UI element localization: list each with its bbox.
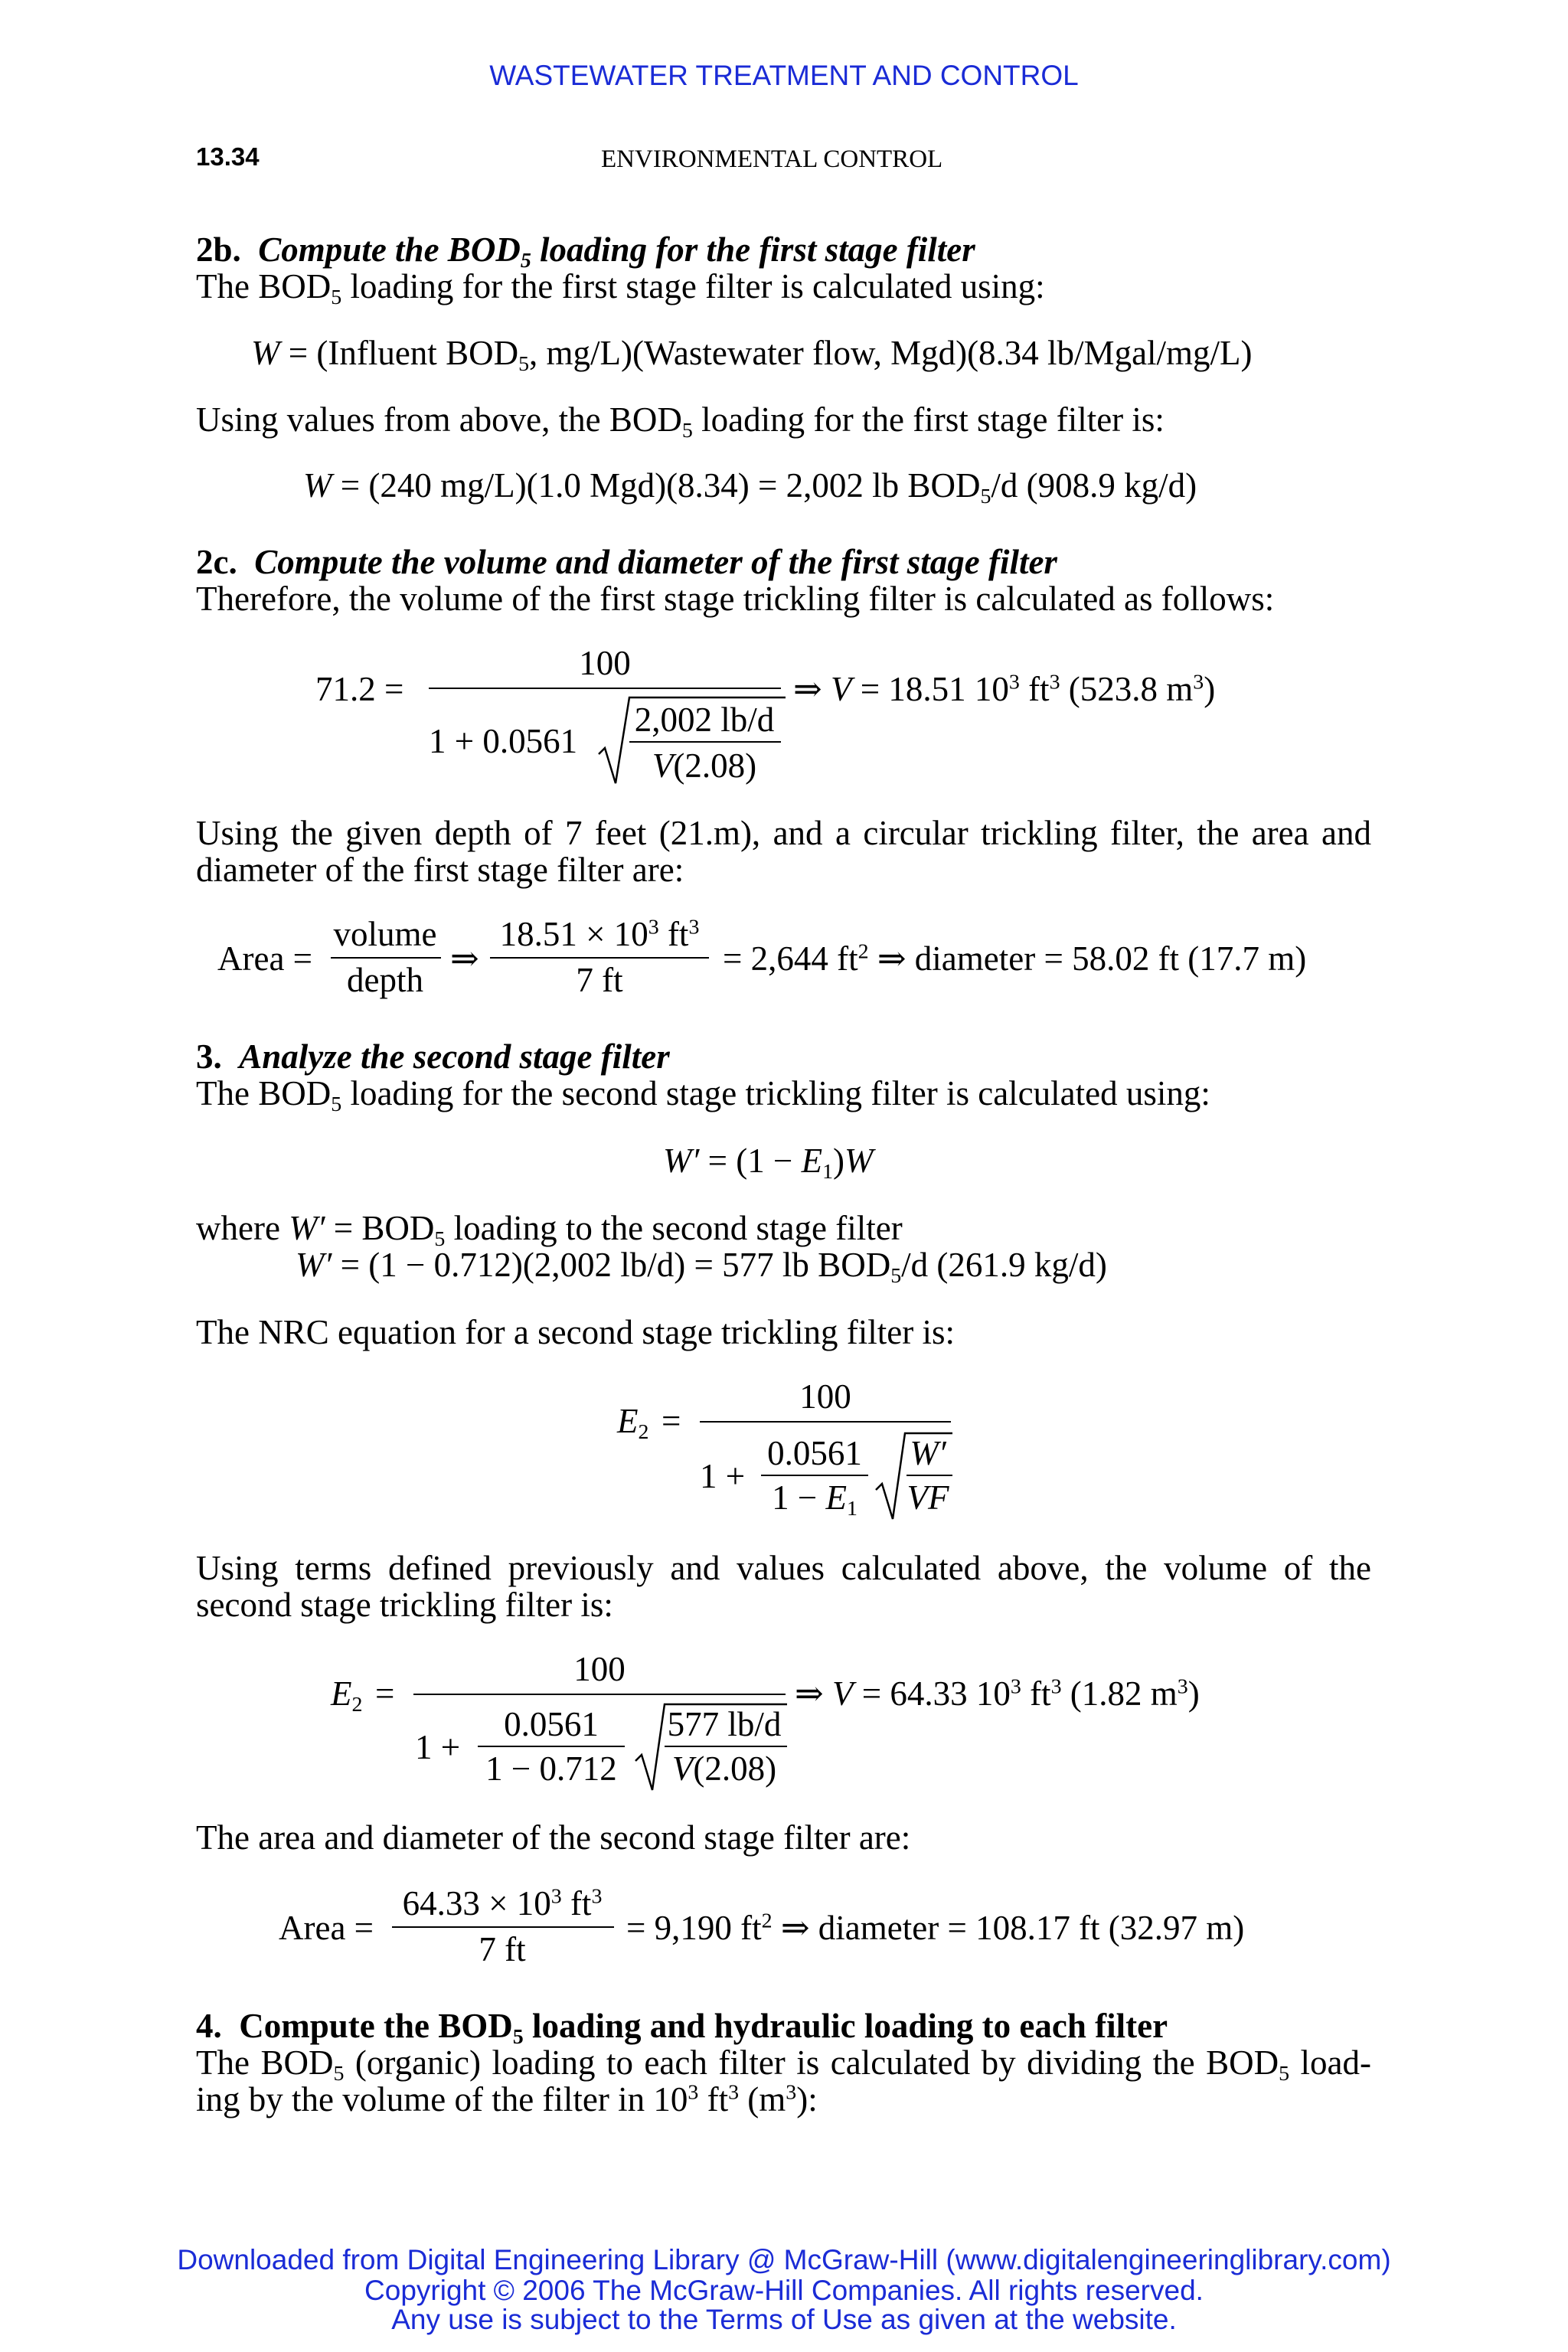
- nrc-inner-bar: [761, 1475, 868, 1476]
- equation-w-definition: W = (Influent $BOD_5$, mg/L)(Wastewater flow, Mgd)(8.34 lb/Mgal/mg/L): [251, 334, 1253, 376]
- section-4-heading: 4. Compute the $BOD_5$ loading and hydraulic loading to each filter: [196, 2007, 1168, 2049]
- eq2-rad-bar: [665, 1746, 787, 1747]
- second-stage-area-intro: The area and diameter of the second stage filter are:: [196, 1818, 911, 1857]
- area-frac2-den: 7 ft: [576, 961, 623, 999]
- area2-lhs: Area =: [279, 1909, 374, 1947]
- radicand-numerator: 2,002 lb/d: [634, 701, 775, 739]
- where-definition: where $W' = BOD_5$ loading to the second stage filter: [196, 1209, 903, 1251]
- area-arrow: ⇒: [450, 939, 479, 978]
- area-frac1-bar: [331, 957, 441, 959]
- area2-bar: [392, 1926, 614, 1928]
- eq2-numerator: 100: [573, 1650, 626, 1688]
- radicand-denominator: V(2.08): [652, 746, 757, 785]
- nrc-rad-num: W′: [910, 1434, 946, 1472]
- page-number: 13.34: [196, 142, 260, 171]
- eq-denominator-lead: 1 + 0.0561: [429, 722, 578, 760]
- eq2-result: ⇒ V = 64.33 $10^3$ $ft^3$ (1.82 $m^3$): [795, 1674, 1200, 1713]
- terms-line2: second stage trickling filter is:: [196, 1586, 613, 1624]
- area-rhs: = 2,644 $ft^2$ ⇒ diameter = 58.02 ft (17.7 m): [723, 939, 1307, 978]
- footer-download-link[interactable]: Downloaded from Digital Engineering Library @ McGraw-Hill (www.digitalengineeringlibrary.com): [177, 2244, 1391, 2275]
- section-2b-intro: The $BOD_5$ loading for the first stage filter is calculated using:: [196, 267, 1045, 309]
- section-2b-heading: 2b. Compute the $BOD_5$ loading for the first stage filter: [196, 230, 975, 273]
- footer-copyright: Copyright © 2006 The McGraw-Hill Companies. All rights reserved.: [364, 2275, 1204, 2306]
- running-head-title: ENVIRONMENTAL CONTROL: [601, 145, 943, 173]
- section-3-intro: The $BOD_5$ loading for the second stage trickling filter is calculated using:: [196, 1074, 1210, 1116]
- w-prime-value: W′ = (1 − 0.712)(2,002 lb/d) = 577 lb $BOD_5/d$ (261.9 kg/d): [296, 1246, 1107, 1288]
- section-2c-intro: Therefore, the volume of the first stage trickling filter is calculated as follows:: [196, 580, 1275, 618]
- eq2-lhs: $E_2$: [331, 1674, 363, 1717]
- eq-numerator: 100: [579, 644, 631, 682]
- eq2-inner-num: 0.0561: [504, 1705, 599, 1743]
- area-frac1-den: depth: [347, 961, 423, 999]
- nrc-rad-den: VF: [906, 1478, 949, 1517]
- eq-lhs: 71.2 =: [315, 670, 404, 708]
- eq2-fraction-bar: [413, 1694, 786, 1695]
- nrc-inner-num: 0.0561: [767, 1434, 862, 1472]
- section-2c-depth-line1: Using the given depth of 7 feet (21.m), and a circular trickling filter, the area and: [196, 814, 1371, 852]
- nrc-one-plus: 1 +: [700, 1457, 746, 1495]
- radicand-fraction-bar: [629, 741, 781, 743]
- eq2-inner-bar: [478, 1746, 625, 1747]
- eq2-rad-num: 577 lb/d: [667, 1705, 782, 1743]
- equation-w-value: W = (240 mg/L)(1.0 Mgd)(8.34) = 2,002 lb $BOD_5/d$ (908.9 kg/d): [303, 466, 1197, 508]
- nrc-lhs: $E_2$: [617, 1402, 649, 1444]
- section-2c-heading: 2c. Compute the volume and diameter of the first stage filter: [196, 543, 1057, 581]
- eq2-equals: =: [375, 1674, 395, 1713]
- section-2b-mid-text: Using values from above, the $BOD_5$ loading for the first stage filter is:: [196, 400, 1165, 443]
- area2-rhs: = 9,190 $ft^2$ ⇒ diameter = 108.17 ft (32.97 m): [626, 1909, 1245, 1947]
- area-lhs: Area =: [217, 939, 313, 978]
- area-frac1-num: volume: [333, 915, 437, 953]
- eq2-inner-den: 1 − 0.712: [485, 1749, 617, 1788]
- section-4-line1: The $BOD_5$ (organic) loading to each filter is calculated by dividing the $BOD_5$ load-: [196, 2043, 1371, 2086]
- area2-den: 7 ft: [479, 1930, 526, 1968]
- nrc-inner-den: $1 - E_1$: [772, 1478, 858, 1521]
- eq2-one-plus: 1 +: [415, 1728, 461, 1766]
- area-frac2-bar: [490, 957, 709, 959]
- nrc-rad-bar: [906, 1475, 952, 1476]
- terms-line1: Using terms defined previously and values calculated above, the volume of the: [196, 1549, 1371, 1587]
- nrc-numerator: 100: [799, 1377, 851, 1416]
- nrc-equals: =: [662, 1402, 681, 1440]
- top-banner[interactable]: WASTEWATER TREATMENT AND CONTROL: [489, 60, 1079, 91]
- nrc-fraction-bar: [700, 1421, 951, 1423]
- nrc-intro: The NRC equation for a second stage trickling filter is:: [196, 1313, 955, 1351]
- section-4-line2: ing by the volume of the filter in $10^3$ $ft^3$ $(m^3)$:: [196, 2080, 818, 2118]
- area2-num: $64.33 \times 10^3$ $ft^3$: [402, 1884, 603, 1922]
- section-2c-depth-line2: diameter of the first stage filter are:: [196, 851, 684, 889]
- eq2-rad-den: V(2.08): [671, 1749, 777, 1788]
- section-3-heading: 3. Analyze the second stage filter: [196, 1037, 670, 1076]
- area-frac2-num: $18.51 \times 10^3$ $ft^3$: [499, 915, 700, 953]
- eq-fraction-bar: [429, 688, 781, 689]
- equation-w-prime: $W' = (1 - E_1)W$: [663, 1142, 874, 1184]
- eq-result: ⇒ V = 18.51 $10^3$ $ft^3$ (523.8 $m^3$): [793, 670, 1216, 708]
- footer-terms-link[interactable]: Any use is subject to the Terms of Use as given at the website.: [391, 2304, 1177, 2335]
